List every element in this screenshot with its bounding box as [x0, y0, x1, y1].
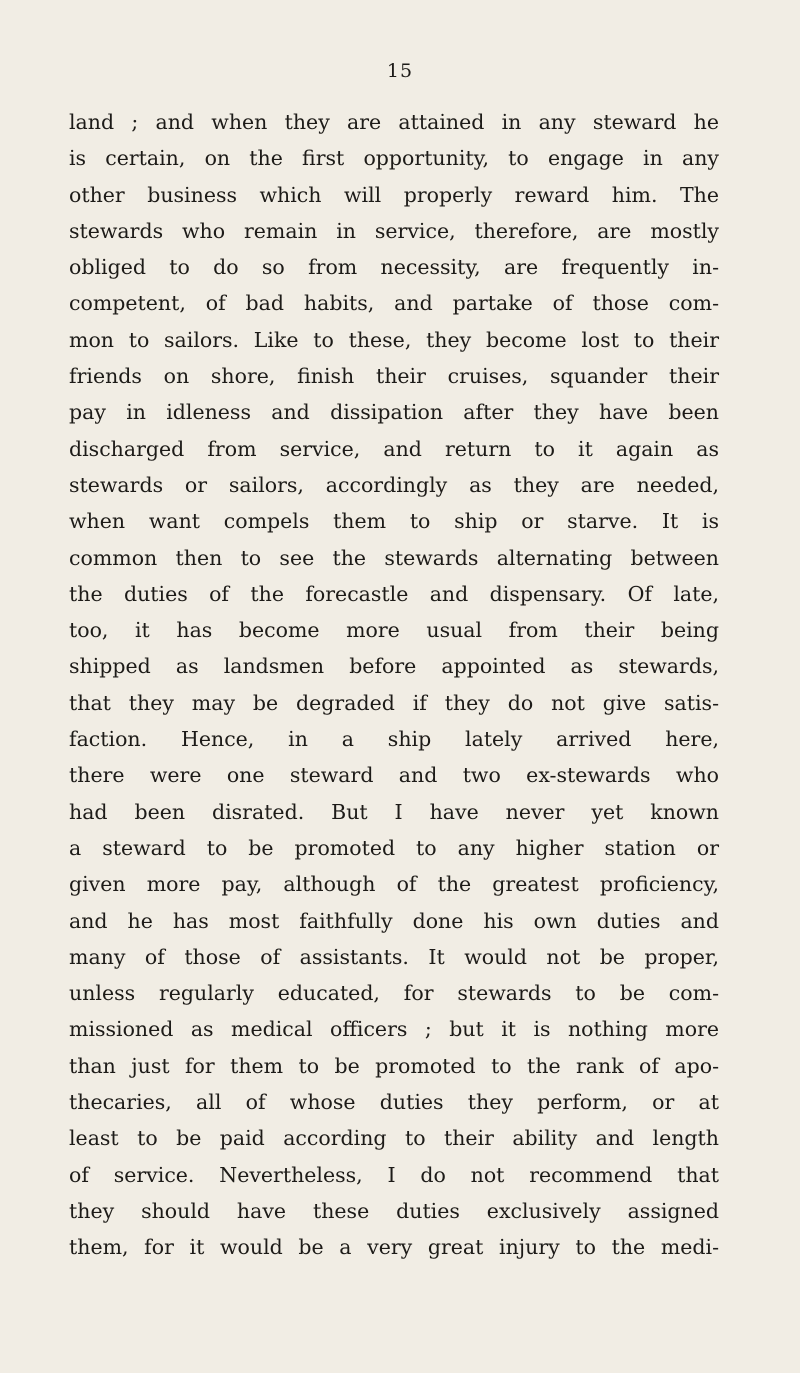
text-line: stewards who remain in service, therefore, are mostly: [69, 218, 719, 243]
page-number: 15: [386, 60, 414, 82]
text-line: many of those of assistants. It would not be proper,: [69, 944, 719, 969]
text-line: discharged from service, and return to it again as: [69, 436, 719, 461]
text-line: least to be paid according to their ability and length: [69, 1126, 719, 1151]
text-line: that they may be degraded if they do not give satis-: [69, 690, 719, 715]
text-line: pay in idleness and dissipation after they have been: [69, 400, 719, 425]
text-line: competent, of bad habits, and partake of those com-: [69, 291, 719, 316]
text-line: land ; and when they are attained in any steward he: [69, 110, 719, 134]
text-line: the duties of the forecastle and dispensary. Of late,: [69, 581, 719, 606]
text-line: missioned as medical officers ; but it is nothing more: [69, 1017, 719, 1042]
text-line: they should have these duties exclusively assigned: [69, 1198, 719, 1223]
text-line: when want compels them to ship or starve. It is: [69, 509, 719, 534]
text-line: a steward to be promoted to any higher station or: [69, 835, 719, 860]
text-line: had been disrated. But I have never yet known: [69, 799, 719, 824]
text-line: there were one steward and two ex-stewards who: [69, 763, 719, 788]
text-line: faction. Hence, in a ship lately arrived here,: [69, 727, 719, 752]
text-line: is certain, on the first opportunity, to engage in any: [69, 146, 719, 171]
text-line: other business which will properly reward him. The: [69, 182, 719, 207]
text-line: too, it has become more usual from their being: [69, 618, 719, 643]
body-paragraph: [69, 104, 719, 1266]
text-line: than just for them to be promoted to the rank of apo-: [69, 1053, 719, 1078]
text-line: obliged to do so from necessity, are frequently in-: [69, 255, 719, 280]
text-line: given more pay, although of the greatest proficiency,: [69, 872, 719, 897]
text-line: and he has most faithfully done his own duties and: [69, 908, 719, 933]
text-line: of service. Nevertheless, I do not recommend that: [69, 1162, 719, 1187]
text-line: mon to sailors. Like to these, they become lost to their: [69, 327, 719, 352]
text-line: friends on shore, finish their cruises, squander their: [69, 364, 719, 389]
text-line: them, for it would be a very great injury to the medi-: [69, 1235, 719, 1260]
text-line: common then to see the stewards alternating between: [69, 545, 719, 570]
text-line: stewards or sailors, accordingly as they are needed,: [69, 472, 719, 497]
text-line: thecaries, all of whose duties they perform, or at: [69, 1090, 719, 1115]
text-line: unless regularly educated, for stewards to be com-: [69, 981, 719, 1006]
text-line: shipped as landsmen before appointed as stewards,: [69, 654, 719, 679]
